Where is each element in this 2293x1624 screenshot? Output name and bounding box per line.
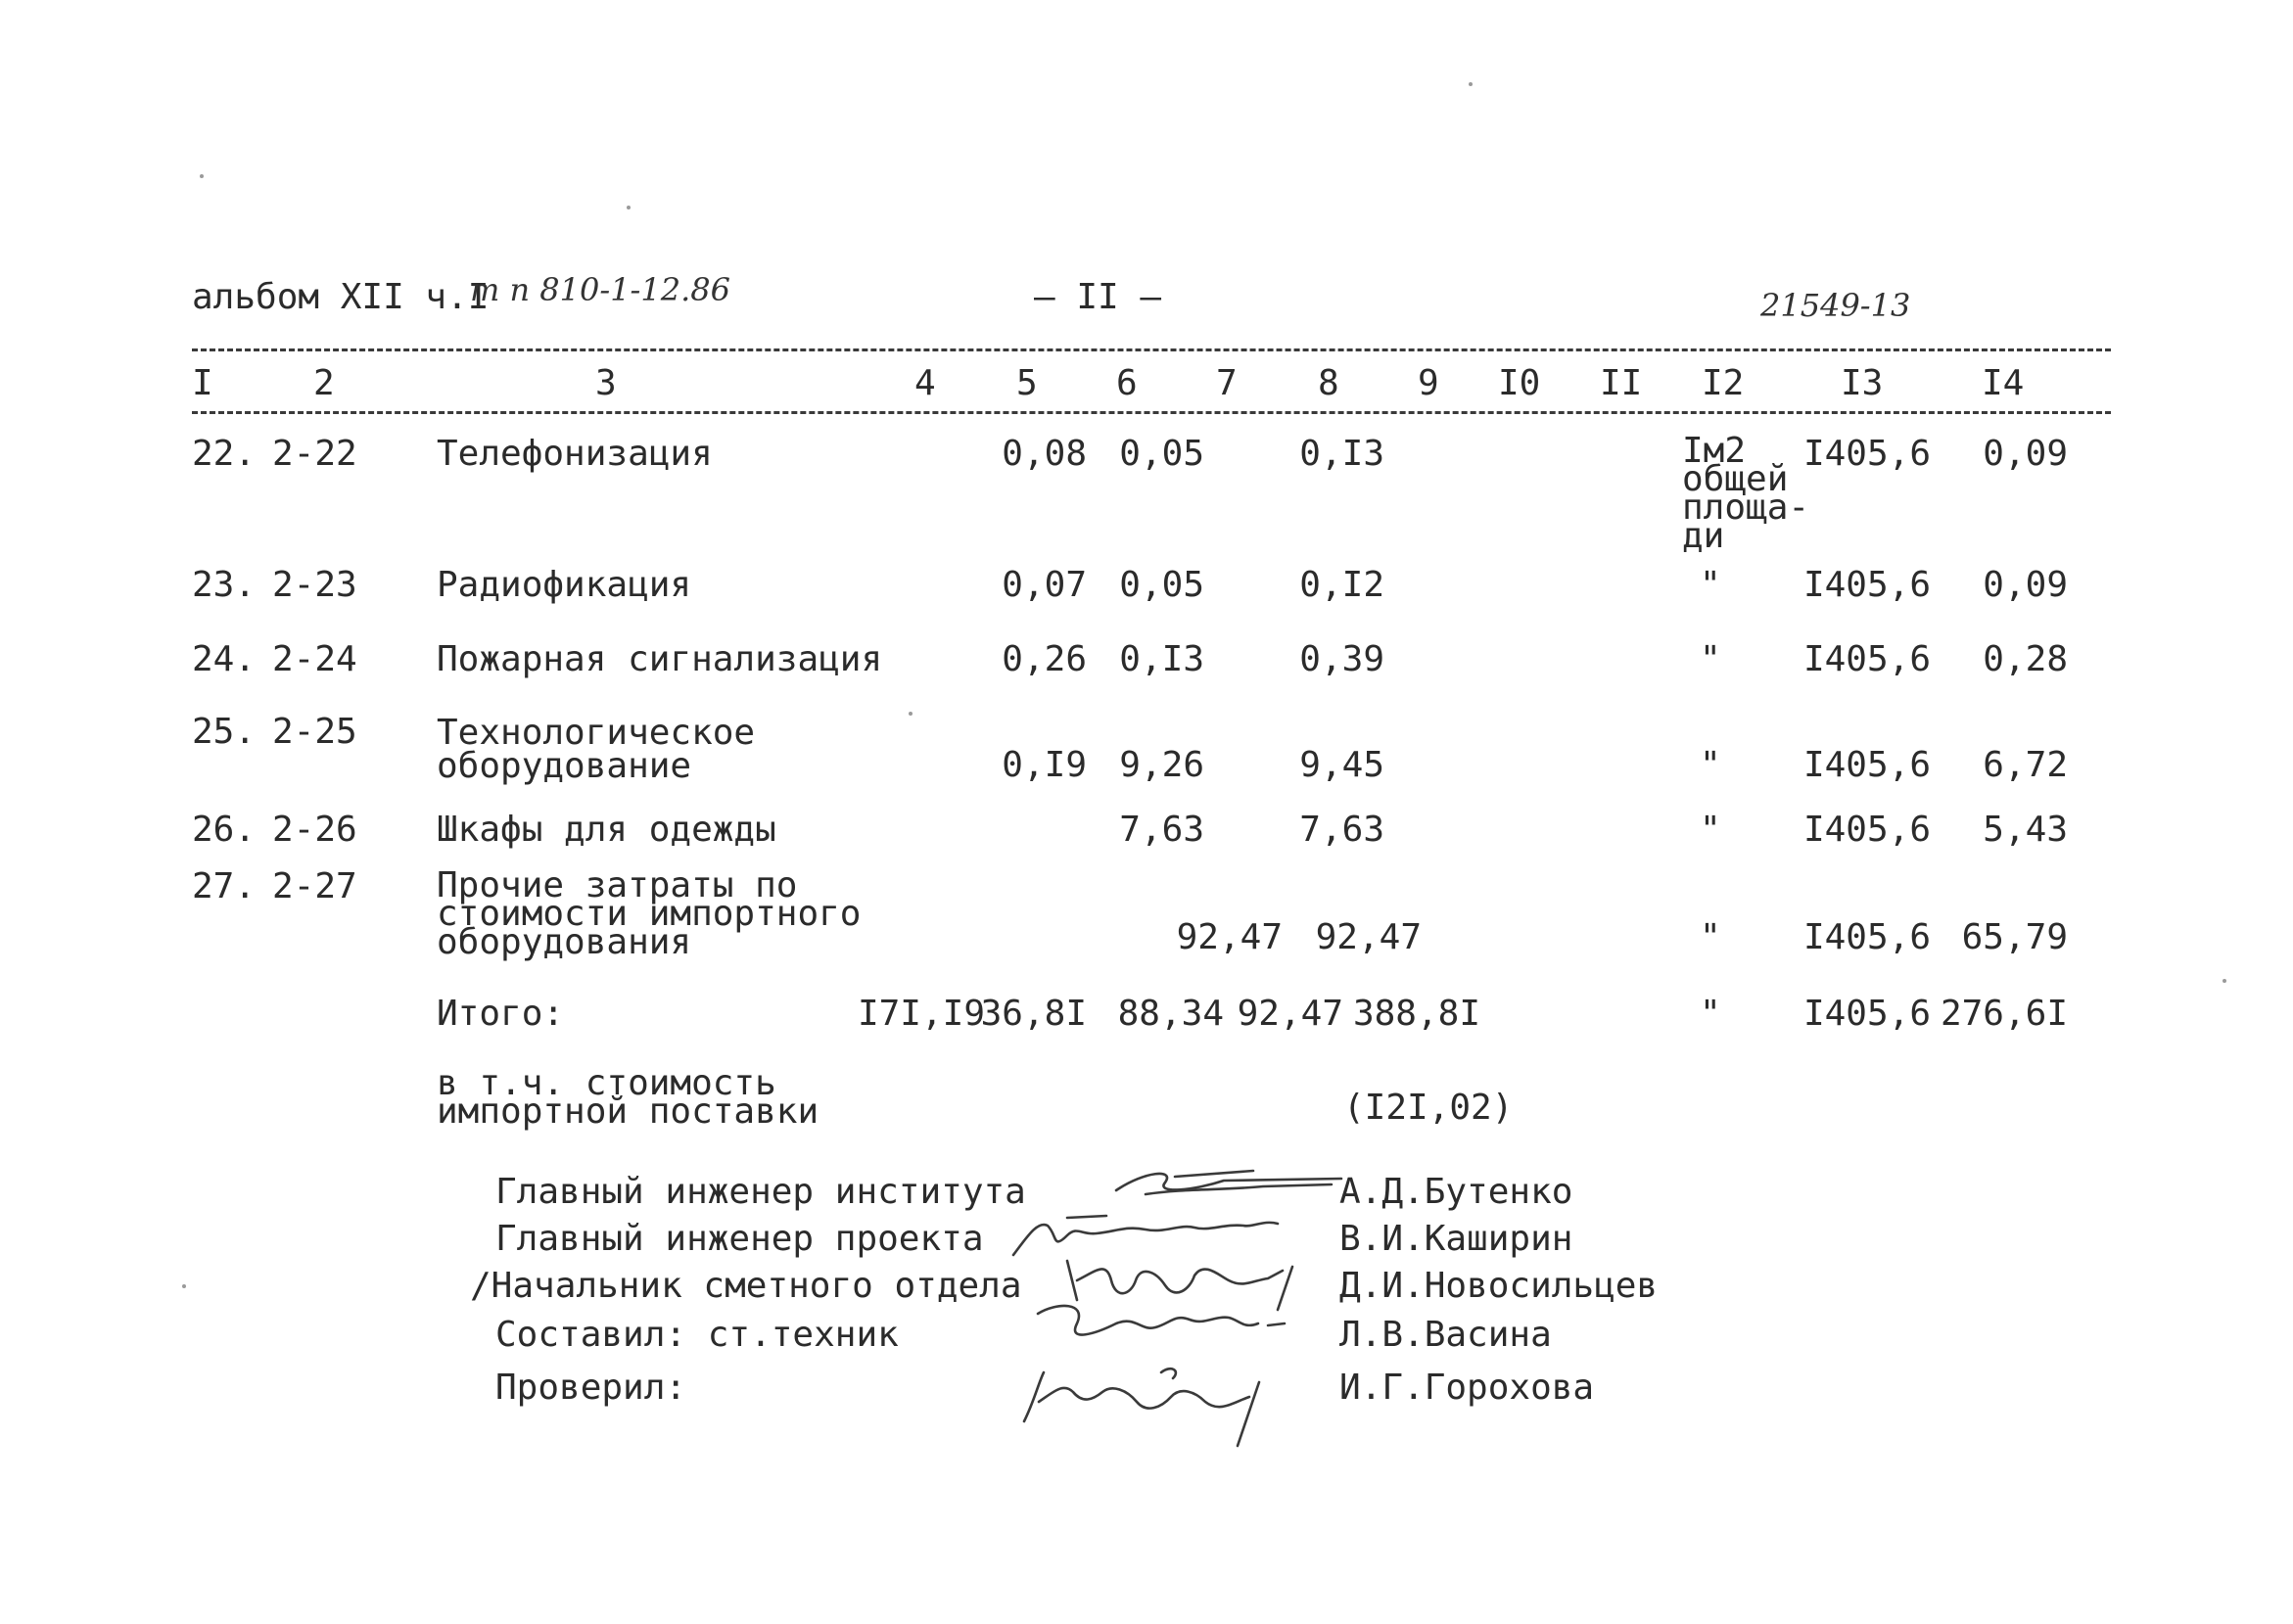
cell-col5: 0,26: [1002, 639, 1087, 679]
total-col14: 276,6I: [1940, 994, 2068, 1034]
cell-col13: I405,6: [1802, 565, 1931, 605]
handwritten-signature: [1106, 1161, 1351, 1210]
row-number: 27.: [192, 866, 257, 906]
col-header: 9: [1418, 363, 1439, 403]
row-number: 22.: [192, 434, 257, 474]
album-label: альбом XII ч.I: [192, 277, 490, 317]
signature-name: И.Г.Горохова: [1339, 1368, 1595, 1408]
tp-handwritten: т п 810-1-12.86: [470, 271, 730, 308]
col-header: 6: [1116, 363, 1138, 403]
signature-role: Составил: ст.техник: [495, 1315, 899, 1355]
unit-cell: Iм2 общей площа- ди: [1682, 431, 1810, 556]
cell-col13: I405,6: [1802, 745, 1931, 785]
handwritten-signature: [1014, 1343, 1308, 1451]
col-header: I: [192, 363, 213, 403]
row-code: 2-23: [272, 565, 357, 605]
ditto-mark: ": [1700, 917, 1721, 957]
row-name: Радиофикация: [437, 565, 692, 605]
cell-col8: 0,39: [1299, 639, 1384, 679]
cell-col13: I405,6: [1802, 917, 1931, 957]
ditto-mark: ": [1700, 745, 1721, 785]
total-col7: 92,47: [1237, 994, 1343, 1034]
col-header: II: [1600, 363, 1643, 403]
ditto-mark: ": [1700, 810, 1721, 850]
cell-col6: 7,63: [1119, 810, 1204, 850]
cell-col13: I405,6: [1802, 434, 1931, 474]
cell-col13: I405,6: [1802, 810, 1931, 850]
col-header: I3: [1841, 363, 1884, 403]
signature-role: Проверил:: [495, 1368, 687, 1408]
row-number: 26.: [192, 810, 257, 850]
row-code: 2-25: [272, 712, 357, 752]
total-col5: 36,8I: [980, 994, 1087, 1034]
scan-speck: [627, 206, 631, 209]
total-col13: I405,6: [1802, 994, 1931, 1034]
col-header: 3: [595, 363, 617, 403]
col-header: 5: [1016, 363, 1038, 403]
scan-speck: [182, 1284, 186, 1288]
cell-col8: 92,47: [1315, 917, 1422, 957]
row-number: 23.: [192, 565, 257, 605]
page-number: – II –: [1034, 277, 1162, 317]
cell-col6: 0,I3: [1119, 639, 1204, 679]
cell-col5: 0,08: [1002, 434, 1087, 474]
cell-col7: 92,47: [1176, 917, 1283, 957]
signature-role: Главный инженер проекта: [495, 1219, 984, 1259]
signature-name: В.И.Каширин: [1339, 1219, 1573, 1259]
cell-col8: 0,I2: [1299, 565, 1384, 605]
import-note-label: в т.ч. стоимость импортной поставки: [437, 1063, 819, 1132]
cell-col14: 0,09: [1983, 434, 2068, 474]
scan-speck: [909, 712, 913, 716]
cell-col8: 0,I3: [1299, 434, 1384, 474]
signature-name: Д.И.Новосильцев: [1339, 1266, 1659, 1306]
doc-number-handwritten: 21549-13: [1760, 287, 1911, 324]
row-name: Прочие затраты по стоимости импортного оборудования: [437, 865, 862, 962]
signature-role: Главный инженер института: [495, 1172, 1026, 1212]
col-header: I2: [1702, 363, 1745, 403]
import-note-value: (I2I,02): [1343, 1088, 1514, 1128]
ditto-mark: ": [1700, 639, 1721, 679]
total-label: Итого:: [437, 994, 565, 1034]
cell-col13: I405,6: [1802, 639, 1931, 679]
row-name: Технологическое оборудование: [437, 713, 756, 786]
cell-col6: 9,26: [1119, 745, 1204, 785]
cell-col8: 7,63: [1299, 810, 1384, 850]
scan-speck: [2223, 979, 2226, 983]
col-header: I0: [1498, 363, 1541, 403]
row-number: 24.: [192, 639, 257, 679]
ditto-mark: ": [1700, 565, 1721, 605]
cell-col5: 0,I9: [1002, 745, 1087, 785]
row-name: Пожарная сигнализация: [437, 639, 883, 679]
col-header: 8: [1318, 363, 1339, 403]
row-code: 2-24: [272, 639, 357, 679]
signature-role: /Начальник сметного отдела: [470, 1266, 1022, 1306]
signature-name: А.Д.Бутенко: [1339, 1172, 1573, 1212]
row-number: 25.: [192, 712, 257, 752]
cell-col6: 0,05: [1119, 565, 1204, 605]
cell-col14: 5,43: [1983, 810, 2068, 850]
col-header: 7: [1216, 363, 1238, 403]
header-rule-top: [192, 348, 2111, 351]
row-code: 2-27: [272, 866, 357, 906]
row-code: 2-26: [272, 810, 357, 850]
ditto-mark: ": [1700, 994, 1721, 1034]
cell-col14: 0,09: [1983, 565, 2068, 605]
signature-name: Л.В.Васина: [1339, 1315, 1552, 1355]
total-col4: I7I,I9: [857, 994, 985, 1034]
cell-col14: 0,28: [1983, 639, 2068, 679]
row-code: 2-22: [272, 434, 357, 474]
col-header: I4: [1982, 363, 2025, 403]
total-col6: 88,34: [1117, 994, 1224, 1034]
cell-col6: 0,05: [1119, 434, 1204, 474]
scan-speck: [200, 174, 204, 178]
row-name: Шкафы для одежды: [437, 810, 776, 850]
total-col8: 388,8I: [1352, 994, 1480, 1034]
col-header: 2: [313, 363, 335, 403]
scan-speck: [1469, 82, 1473, 86]
header-rule-bottom: [192, 411, 2111, 414]
col-header: 4: [914, 363, 936, 403]
cell-col14: 65,79: [1961, 917, 2068, 957]
cell-col5: 0,07: [1002, 565, 1087, 605]
cell-col8: 9,45: [1299, 745, 1384, 785]
cell-col14: 6,72: [1983, 745, 2068, 785]
row-name: Телефонизация: [437, 434, 713, 474]
